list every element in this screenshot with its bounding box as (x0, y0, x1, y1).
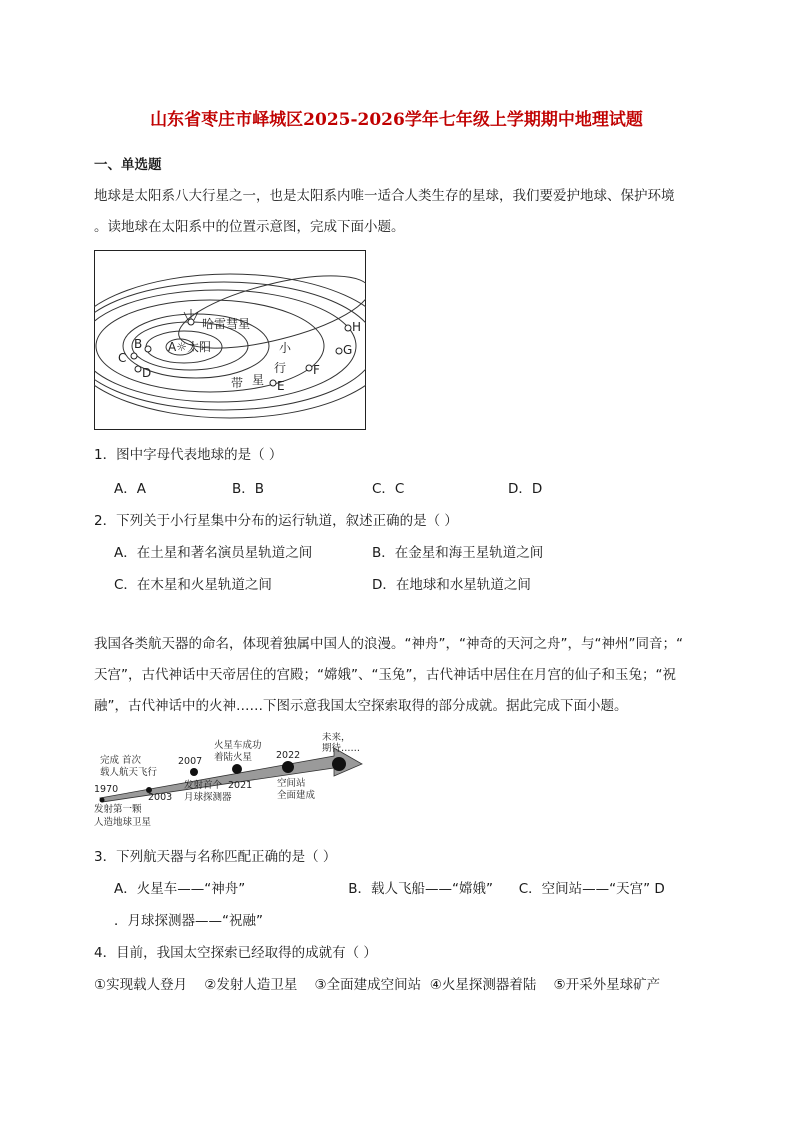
space-timeline-figure (94, 732, 366, 832)
q2-option-c[interactable]: C．在木星和火星轨道之间 (114, 577, 272, 593)
belt-char: 小 (279, 341, 292, 355)
point-c: C (118, 351, 127, 365)
point-g: G (343, 343, 353, 357)
point-f: F (313, 363, 320, 377)
q1-stem: 1．图中字母代表地球的是（ ） (94, 447, 283, 463)
solar-system-figure (94, 250, 366, 430)
q3-stem: 3．下列航天器与名称匹配正确的是（ ） (94, 849, 337, 865)
comet (188, 319, 194, 325)
year-2022: 2022 (276, 750, 301, 761)
q1-option-a[interactable]: A．A (114, 481, 146, 497)
year-2007: 2007 (178, 756, 203, 767)
year-2003: 2003 (148, 792, 173, 803)
planet-h (345, 325, 351, 331)
label-2003-b: 载人航天飞行 (100, 767, 158, 778)
point-h: H (352, 320, 362, 334)
label-2022-a: 空间站 (277, 778, 306, 789)
milestone-dot (332, 757, 346, 771)
sun-label: A☼太阳 (168, 340, 211, 354)
point-b: B (134, 337, 143, 351)
belt-char: 带 (231, 376, 244, 390)
point-e: E (277, 379, 285, 393)
milestone-dot (190, 768, 198, 776)
label-2021-b: 着陆火星 (214, 752, 253, 763)
q2-stem: 2．下列关于小行星集中分布的运行轨道，叙述正确的是（ ） (94, 513, 458, 529)
label-future-b: 期待…… (322, 743, 361, 754)
label-2022-b: 全面建成 (277, 790, 316, 801)
intro-line: 地球是太阳系八大行星之一，也是太阳系内唯一适合人类生存的星球，我们要爱护地球、保护环境 (94, 188, 675, 204)
year-1970: 1970 (94, 784, 119, 795)
label-1970-a: 发射第一颗 (94, 804, 142, 815)
point-d: D (142, 366, 152, 380)
q2-option-d[interactable]: D．在地球和水星轨道之间 (372, 577, 531, 593)
intro-line: 融”，古代神话中的火神……下图示意我国太空探索取得的部分成就。据此完成下面小题。 (94, 698, 628, 714)
intro-paragraph-1 (94, 181, 709, 243)
planet-f (306, 365, 312, 371)
q2-option-b[interactable]: B．在金星和海王星轨道之间 (372, 545, 544, 561)
label-1970-b: 人造地球卫星 (94, 817, 152, 828)
q1-option-c[interactable]: C．C (372, 481, 405, 497)
intro-line: 我国各类航天器的命名，体现着独属中国人的浪漫。“神舟”，“神奇的天河之舟”，与“神州”同音；“ (94, 636, 683, 652)
milestone-dot (282, 761, 294, 773)
q3-options-line-1[interactable]: A．火星车——“神舟” B．载人飞船——“嫦娥” C．空间站——“天宫” D (114, 881, 665, 897)
intro-paragraph-2 (94, 629, 714, 722)
label-2007-b: 月球探测器 (184, 792, 232, 803)
page-title: 山东省枣庄市峄城区2025-2026学年七年级上学期期中地理试题 (150, 110, 643, 130)
belt-char: 星 (252, 373, 265, 387)
belt-char: 行 (274, 361, 287, 375)
q2-option-a[interactable]: A．在土星和著名演员星轨道之间 (114, 545, 313, 561)
comet-label: 哈雷彗星 (202, 317, 251, 331)
milestone-dot (100, 798, 105, 803)
planet-d (135, 366, 141, 372)
section-heading: 一、单选题 (94, 157, 162, 173)
planet-c (131, 353, 137, 359)
label-2007-a: 发射首个 (184, 780, 223, 791)
q1-option-b[interactable]: B．B (232, 481, 265, 497)
label-2003-a: 完成 首次 (100, 755, 142, 766)
q4-items: ①实现载人登月 ②发射人造卫星 ③全面建成空间站 ④火星探测器着陆 ⑤开采外星球矿产 (94, 977, 661, 993)
planet-e (270, 380, 276, 386)
q3-options-line-2[interactable]: ．月球探测器——“祝融” (114, 913, 263, 929)
planet-g (336, 348, 342, 354)
milestone-dot (232, 764, 242, 774)
intro-line: 。读地球在太阳系中的位置示意图，完成下面小题。 (94, 219, 405, 235)
q1-option-d[interactable]: D．D (508, 481, 543, 497)
intro-line: 天宫”，古代神话中天帝居住的宫殿；“嫦娥”、“玉兔”，古代神话中居住在月宫的仙子和玉兔；“祝 (94, 667, 676, 683)
q4-stem: 4．目前，我国太空探索已经取得的成就有（ ） (94, 945, 377, 961)
planet-b (145, 346, 151, 352)
label-future-a: 未来， (322, 732, 351, 743)
label-2021-a: 火星车成功 (214, 740, 262, 751)
year-2021: 2021 (228, 780, 253, 791)
